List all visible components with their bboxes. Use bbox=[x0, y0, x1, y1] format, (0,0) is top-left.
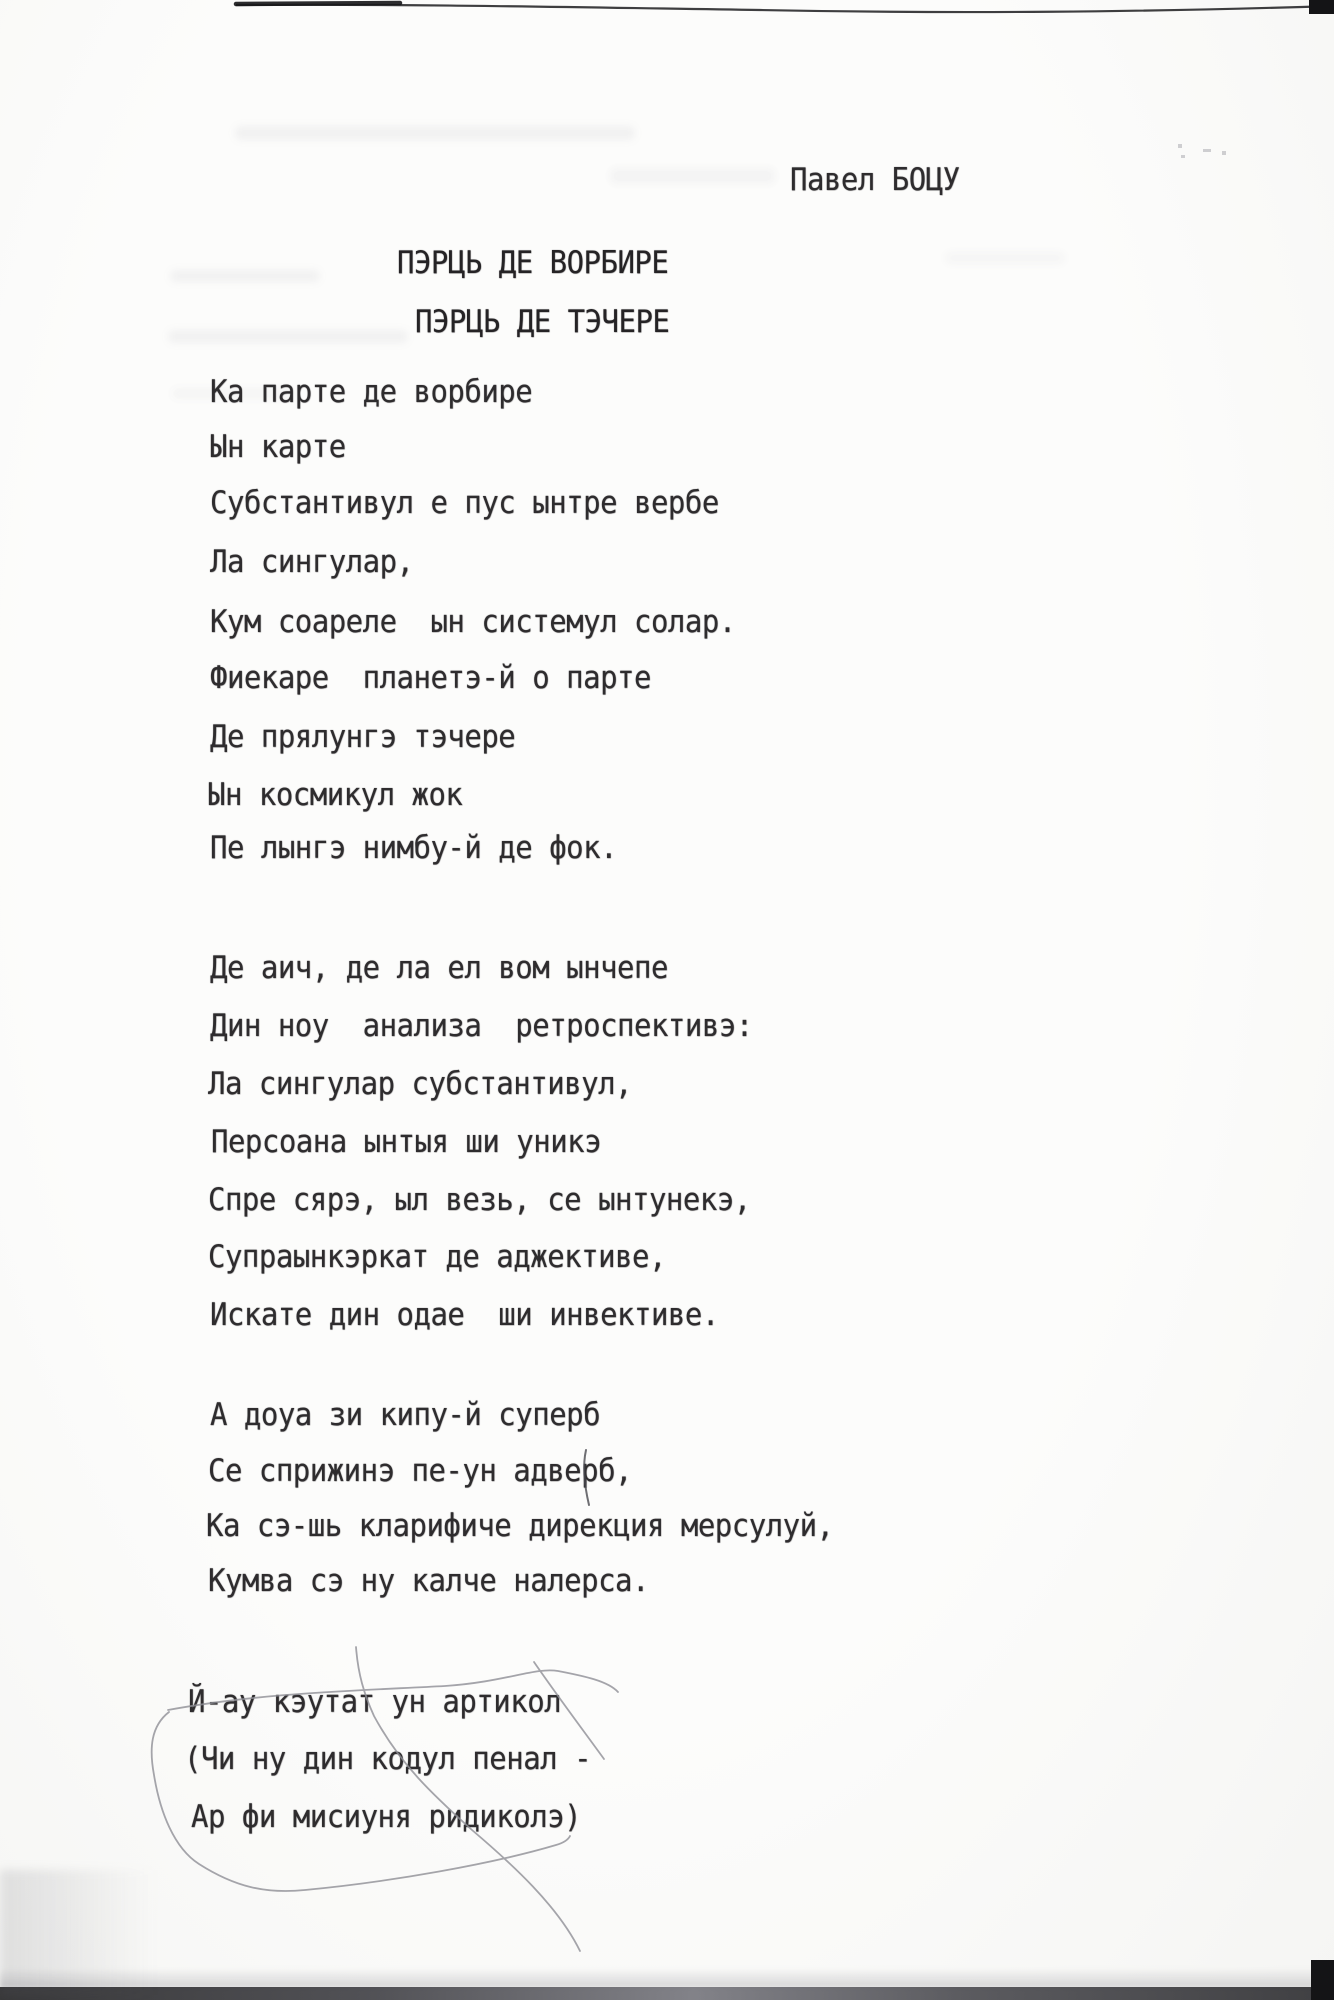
scanner-streaks-bottom-left bbox=[0, 1870, 210, 1995]
poem-line: Ка парте де ворбире bbox=[210, 372, 533, 410]
poem-title-line-1: ПЭРЦЬ ДЕ ВОРБИРЕ bbox=[397, 243, 669, 281]
poem-line: Дин ноу анализа ретроспективэ: bbox=[210, 1006, 753, 1044]
typo-overstrike-mark bbox=[584, 1450, 589, 1505]
author-line: Павел БОЦУ bbox=[790, 160, 960, 198]
poem-line: Субстантивул е пус ынтре вербе bbox=[210, 483, 719, 521]
poem-line: Искате дин одае ши инвективе. bbox=[210, 1295, 719, 1333]
scanner-corner-block-tr bbox=[1309, 0, 1334, 14]
poem-line: Й-ау кэутат ун артикол bbox=[188, 1682, 562, 1720]
poem-line: Супраынкэркат де аджективе, bbox=[208, 1237, 666, 1275]
poem-line: Кум соареле ын системул солар. bbox=[210, 602, 736, 640]
poem-line: Ын космикул жок bbox=[208, 775, 463, 813]
scanner-corner-block-br bbox=[1311, 1960, 1334, 2000]
poem-line: Ын карте bbox=[210, 427, 346, 465]
poem-line: (Чи ну дин кодул пенал - bbox=[184, 1739, 592, 1777]
poem-line: Ар фи мисиуня ридиколэ) bbox=[191, 1797, 582, 1835]
poem-line: Спре сярэ, ыл везь, се ынтунекэ, bbox=[208, 1180, 751, 1218]
poem-line: Фиекаре планетэ-й о парте bbox=[210, 658, 651, 696]
pencil-crossout-annotation bbox=[152, 1647, 618, 1951]
poem-line: Де прялунгэ тэчере bbox=[210, 717, 516, 755]
poem-title-line-2: ПЭРЦЬ ДЕ ТЭЧЕРЕ bbox=[415, 302, 670, 340]
poem-line: Кумва сэ ну калче налерса. bbox=[208, 1561, 649, 1599]
scanner-edge-top bbox=[236, 0, 1334, 14]
poem-line: Пе лынгэ нимбу-й де фок. bbox=[210, 828, 618, 866]
poem-line: Ка сэ-шь кларифиче дирекция мерсулуй, bbox=[206, 1506, 834, 1544]
faint-pencil-dots bbox=[1178, 144, 1226, 158]
poem-line: Се сприжинэ пе-ун адверб, bbox=[208, 1451, 632, 1489]
poem-line: Персоана ынтыя ши уникэ bbox=[211, 1122, 602, 1160]
poem-line: Ла сингулар субстантивул, bbox=[208, 1064, 632, 1102]
poem-line: Ла сингулар, bbox=[210, 542, 414, 580]
poem-line: А доуа зи кипу-й суперб bbox=[210, 1395, 601, 1433]
poem-line: Де аич, де ла ел вом ынчепе bbox=[210, 948, 668, 986]
